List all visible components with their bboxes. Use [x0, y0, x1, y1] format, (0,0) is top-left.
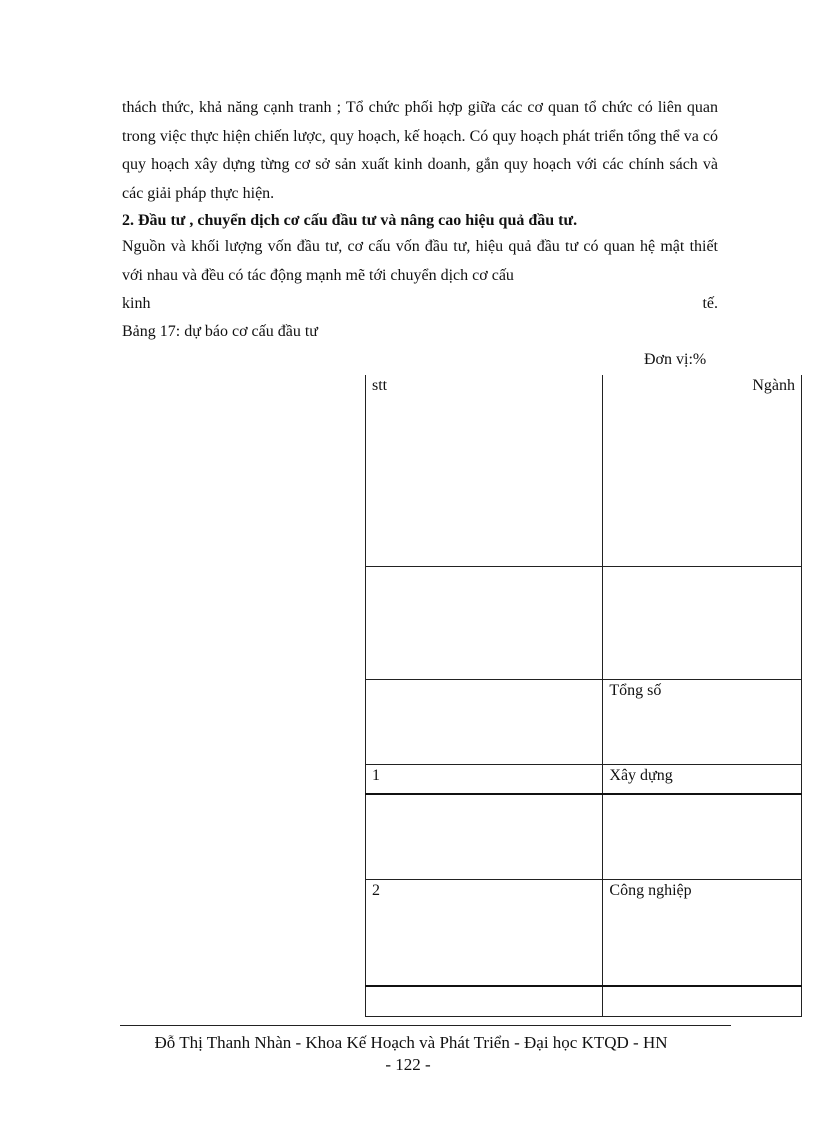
table-row: [366, 566, 802, 679]
cell-stt: [366, 566, 603, 679]
paragraph-2-end-left: kinh: [122, 295, 151, 312]
paragraph-2-end-right: tế.: [702, 295, 718, 312]
page-number: - 122 -: [385, 1055, 431, 1074]
investment-structure-table: [365, 375, 802, 1017]
cell-nganh: Tổng số: [603, 679, 802, 764]
table-caption: Bảng 17: dự báo cơ cấu đầu tư: [122, 323, 318, 340]
cell-stt: 2: [366, 879, 603, 986]
cell-nganh: Xây dựng: [603, 764, 802, 794]
table-row: [366, 879, 802, 986]
body-paragraph-2: [122, 233, 718, 319]
paragraph-2-text: Nguồn và khối lượng vốn đầu tư, cơ cấu vốn đầu tư, hiệu quả đầu tư có quan hệ mật thiết với nhau và đều có tác động mạnh mẽ tới chuyển dịch cơ cấu: [122, 238, 718, 284]
cell-nganh: Công nghiệp: [603, 879, 802, 986]
table-row: [366, 986, 802, 1016]
footer-author: Đỗ Thị Thanh Nhàn - Khoa Kế Hoạch và Phát Triển - Đại học KTQD - HN: [154, 1033, 668, 1052]
cell-nganh: [603, 986, 802, 1016]
footer-rule: [120, 1025, 731, 1026]
paragraph-2-last-line: [122, 290, 718, 319]
cell-nganh: [603, 566, 802, 679]
header-stt: stt: [366, 375, 603, 566]
table-row: [366, 794, 802, 879]
section-heading-2: 2. Đầu tư , chuyển dịch cơ cấu đầu tư và nâng cao hiệu quả đầu tư.: [122, 212, 578, 229]
body-paragraph-1: thách thức, khả năng cạnh tranh ; Tổ chức phối hợp giữa các cơ quan tổ chức có liên quan trong việc thực hiện chiến lược, quy hoạch, kế hoạch. Có quy hoạch phát triển tổng thể va có quy hoạch xây dựng từng cơ sở sản xuất kinh doanh, gắn quy hoạch với các chính sách và các giải pháp thực hiện.: [122, 99, 718, 202]
unit-label: Đơn vị:%: [644, 351, 707, 368]
page-footer: [0, 1032, 816, 1076]
table-row: [366, 764, 802, 794]
cell-stt: [366, 986, 603, 1016]
cell-stt: 1: [366, 764, 603, 794]
header-nganh: Ngành: [603, 375, 802, 566]
table-row: [366, 679, 802, 764]
table-header-row: [366, 375, 802, 566]
cell-stt: [366, 794, 603, 879]
cell-nganh: [603, 794, 802, 879]
cell-stt: [366, 679, 603, 764]
